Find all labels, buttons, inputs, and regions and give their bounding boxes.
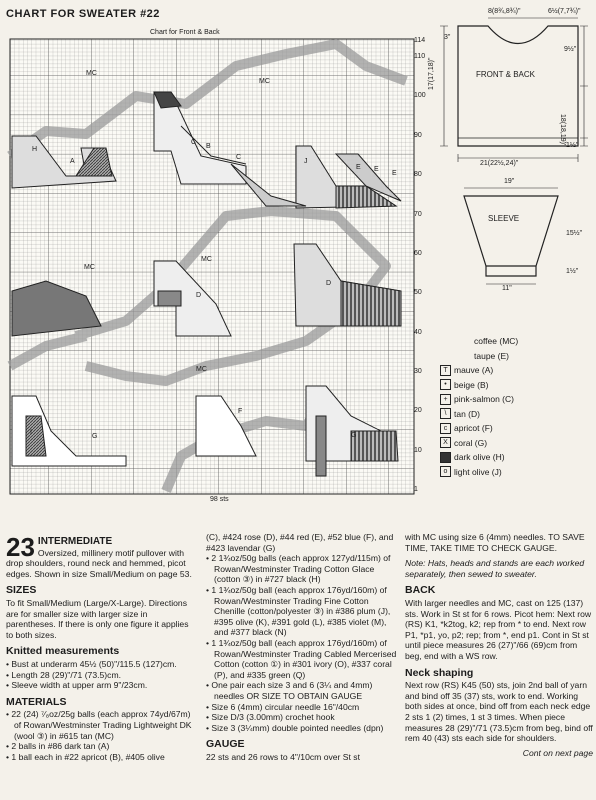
tick-label: 114 [414, 37, 426, 44]
legend-label: apricot (F) [454, 423, 493, 433]
list-item: • Size D/3 (3.00mm) crochet hook [206, 712, 398, 723]
cuff-width-label: 11" [502, 285, 512, 292]
sleeve-top-width-label: 19" [504, 178, 515, 185]
back-text: With larger needles and MC, cast on 125 (137) sts. Work in St st for 6 rows. Picot hem: Next row (RS) K1, *k2tog, k2; rep from * to end. Next row P1, *p1, yo, p2; rep; from *, end p1. Cont in St st until piece measures 26 (27)"/66 (69)cm from beg, end with a WS row. [405, 597, 592, 661]
instructions-column-1 [6, 532, 198, 762]
gauge-continued: with MC using size 6 (4mm) needles. TO SAVE TIME, TAKE TIME TO CHECK GAUGE. [405, 532, 585, 553]
body-height-label: 17(17,18)" [428, 57, 435, 90]
tick-label: 70 [414, 211, 422, 218]
list-item: • 22 (24) ⁷⁄₈oz/25g balls (each approx 74yd/67m) of Rowan/Westminster Trading Lightweight DK (wool ③) in #615 tan (MC) [6, 709, 198, 741]
sleeve-length-label: 15½" [566, 230, 583, 237]
list-item: • Sleeve width at upper arm 9"/23cm. [6, 680, 198, 691]
legend-symbol: c [440, 423, 451, 434]
chart-letter: MC [259, 78, 270, 85]
gauge-text: 22 sts and 26 rows to 4"/10cm over St st [206, 751, 360, 762]
legend-item [440, 392, 518, 407]
tick-label: 100 [414, 92, 426, 99]
instructions-column-3 [405, 532, 593, 758]
sleeve-label: SLEEVE [488, 214, 520, 223]
list-item: • Length 28 (29)"/71 (73.5)cm. [6, 670, 198, 681]
chart-letter: MC [196, 366, 207, 373]
chart-letter: J [304, 158, 308, 165]
legend-item [440, 378, 518, 393]
tick-label: 60 [414, 250, 422, 257]
measurements-list [6, 659, 198, 691]
list-item: • Size 3 (3¼mm) double pointed needles (dpn) [206, 723, 398, 734]
armhole-depth-label: 9½" [564, 46, 577, 53]
tick-label: 10 [414, 447, 422, 454]
legend-item [440, 407, 518, 422]
legend-item [440, 349, 518, 364]
legend-label: mauve (A) [454, 365, 494, 375]
neck-depth-label: 3" [444, 34, 451, 41]
list-item: • 2 1¾oz/50g balls (each approx 127yd/115m) of Rowan/Westminster Trading Cotton Glace (cotton ③) in #727 black (H) [206, 553, 398, 585]
list-item: • Size 6 (4mm) circular needle 16"/40cm [206, 702, 398, 713]
sizes-heading: SIZES [6, 584, 37, 597]
tick-label: 50 [414, 289, 422, 296]
chart-letter: MC [201, 256, 212, 263]
chart-letter: C [236, 154, 242, 161]
tick-label: 1 [414, 486, 418, 493]
legend-label: light olive (J) [454, 466, 502, 477]
cuff-depth-label: 1½" [566, 268, 579, 275]
shoulder-width-label: 6½(7,7¾)" [548, 8, 581, 15]
legend-label: beige (B) [454, 379, 489, 390]
materials-continued: (C), #424 rose (D), #44 red (E), #52 blue (F), and #423 lavendar (G) [206, 532, 394, 553]
list-item: • 1 1¾oz/50g ball (each approx 176yd/160m) of Rowan/Westminster Trading Cabled Mercerised Cotton (cotton ①) in #301 ivory (O), #337 coral (P), and #335 green (Q) [206, 638, 398, 680]
legend-symbol [440, 452, 451, 463]
hem-depth-label: 1½" [566, 142, 579, 149]
skill-level: INTERMEDIATE [37, 536, 113, 547]
legend-label: dark olive (H) [454, 452, 505, 462]
tick-label: 80 [414, 171, 422, 178]
intro-text: Oversized, millinery motif pullover with drop shoulders, round neck and hemmed, picot edges. Shown in size Small/Medium on page 53. [6, 547, 192, 579]
tick-label: 40 [414, 329, 422, 336]
chart-letter-labels [6, 36, 436, 498]
tick-label: 90 [414, 132, 422, 139]
chart-letter: I [30, 429, 32, 436]
chart-letter: E [374, 166, 379, 173]
neck-shaping-heading: Neck shaping [405, 666, 474, 679]
list-item: • 1 1¾oz/50g ball (each approx 176yd/160m) of Rowan/Westminster Trading Fine Cotton Chenille (cotton/polyester ③) in #386 plum (J), #395 olive (K), #391 gold (L), #385 violet (M), and #377 black (N) [206, 585, 398, 638]
legend-label: coral (G) [454, 437, 488, 448]
chart-letter: E [356, 164, 361, 171]
legend-label: tan (D) [454, 408, 480, 419]
legend-item [440, 436, 518, 451]
measurements-heading: Knitted measurements [6, 645, 120, 658]
body-width-label: 21(22½,24)" [480, 160, 519, 167]
chart-letter: D [196, 292, 202, 299]
note-text: Note: Hats, heads and stands are each worked separately, then sewed to sweater. [405, 558, 585, 579]
chart-letter: A [70, 158, 75, 165]
chart-letter: F [238, 408, 243, 415]
chart-letter: H [32, 146, 38, 153]
legend-label: taupe (E) [474, 350, 509, 361]
legend-item [440, 421, 518, 436]
legend-symbol: X [440, 437, 451, 448]
chart-letter: G [92, 433, 98, 440]
materials-list-continued [206, 553, 398, 733]
chart-width-label: 98 sts [210, 496, 229, 503]
chart-letter: C [191, 139, 197, 146]
legend-label: pink-salmon (C) [454, 394, 514, 404]
list-item: • Bust at underarm 45½ (50)"/115.5 (127)cm. [6, 659, 198, 670]
legend-label: coffee (MC) [474, 336, 519, 346]
legend-symbol: • [440, 379, 451, 390]
chart-letter: MC [86, 70, 97, 77]
pattern-number: 23 [6, 532, 35, 562]
chart-letter: MC [84, 264, 95, 271]
tick-label: 110 [414, 53, 426, 60]
gauge-heading: GAUGE [206, 738, 245, 751]
neck-width-label: 8(8¾,8¾)" [488, 8, 521, 15]
back-heading: BACK [405, 584, 436, 597]
legend-item [440, 465, 518, 480]
chart-letter: B [206, 143, 211, 150]
continued-footer: Cont on next page [522, 747, 593, 758]
chart-letter: E [392, 170, 397, 177]
chart-letter: D [326, 280, 332, 287]
list-item: • 1 ball each in #22 apricot (B), #405 olive [6, 752, 198, 763]
legend-item [440, 334, 518, 349]
legend-item [440, 450, 518, 465]
page-title: CHART FOR SWEATER #22 [6, 8, 160, 20]
length-label: 18(18,19)" [559, 114, 566, 147]
list-item: • 2 balls in #86 dark tan (A) [6, 741, 198, 752]
tick-label: 30 [414, 368, 422, 375]
materials-list [6, 709, 198, 762]
materials-heading: MATERIALS [6, 695, 67, 708]
chart-letter: G [351, 432, 357, 439]
instructions-column-2 [206, 532, 398, 762]
legend-symbol: + [440, 394, 451, 405]
legend-symbol: T [440, 365, 451, 376]
list-item: • One pair each size 3 and 6 (3¼ and 4mm) needles OR SIZE TO OBTAIN GAUGE [206, 680, 398, 701]
sizes-text: To fit Small/Medium (Large/X-Large). Directions are for smaller size with larger size in parentheses. If there is only one figure it applies to both sizes. [6, 597, 189, 640]
legend-item [440, 363, 518, 378]
tick-label: 20 [414, 407, 422, 414]
legend-symbol: \ [440, 408, 451, 419]
front-back-label: FRONT & BACK [476, 70, 535, 79]
color-legend [440, 334, 518, 479]
chart-caption: Chart for Front & Back [150, 29, 220, 36]
neck-shaping-text: Next row (RS) K45 (50) sts, join 2nd ball of yarn and bind off 35 (37) sts, work to end. Working both sides at once, bind off from each neck edge 2 sts 1 (2) times, 1 st 3 times. When piece measures 28 (29)"/71 (73.5)cm from beg, bind off rem 40 (43) sts each side for shoulders. [405, 680, 593, 744]
legend-symbol: o [440, 466, 451, 477]
